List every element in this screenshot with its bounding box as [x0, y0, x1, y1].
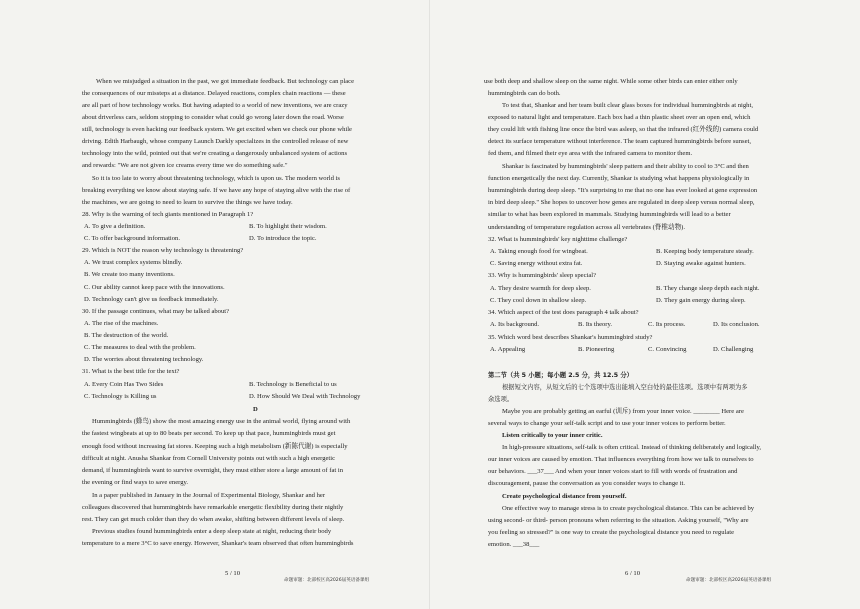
passage-line: hummingbirds during deep sleep. "It's surprising to me that no one has ever looked at gene expression	[488, 187, 758, 194]
passage-line: rest. They can get much colder than they do when awake, shifting between different levels of sleep.	[82, 516, 345, 523]
q35-option-d: D. Challenging	[713, 346, 754, 353]
passage-line: demand, if hummingbirds want to survive overnight, they must either store a large amount of fat in	[82, 467, 344, 474]
passage-line: still, technology is even hacking our feedback system. We get excited when we check our phone while	[82, 126, 352, 133]
q33-option-b: B. They change sleep depth each night.	[656, 285, 760, 292]
subheading: Create psychological distance from yourself.	[502, 493, 627, 500]
section-instruction: 根据短文内容，从短文后的七个选项中选出能填入空白处的最佳选项。选项中有两项为多	[502, 384, 748, 391]
passage-line: our inner voices are caused by emotion. That influences everything from how we talk to ourselves to	[488, 456, 754, 463]
passage-line: Previous studies found hummingbirds enter a deep sleep state at night, reducing their body	[92, 528, 332, 535]
q33-option-c: C. They cool down in shallow sleep.	[490, 297, 587, 304]
q34-option-b: B. Its theory.	[578, 321, 613, 328]
section-heading: 第二节（共 5 小题；每小题 2.5 分，共 12.5 分）	[488, 372, 633, 379]
passage-line: fed them, and filmed their eye area with the infrared camera to monitor them.	[488, 150, 693, 157]
subheading: Listen critically to your inner critic.	[502, 432, 603, 439]
q29-option-d: D. Technology can't give us feedback immediately.	[84, 296, 219, 303]
question-29: 29. Which is NOT the reason why technology is threatening?	[82, 247, 244, 254]
passage-line: enough food without increasing fat stores. Keeping such a high metabolism (新陈代谢) is especially	[82, 443, 348, 450]
q35-option-c: C. Convincing	[648, 346, 687, 353]
right-page	[430, 0, 860, 609]
passage-line: understanding of temperature regulation across all vertebrates (脊椎动物).	[488, 224, 686, 231]
q28-option-d: D. To introduce the topic.	[249, 235, 317, 242]
q29-option-a: A. We trust complex systems blindly.	[84, 259, 183, 266]
passage-line: the machines, we are going to need to learn to survive the things we have today.	[82, 199, 293, 206]
passage-line: discouragement, pause the conversation as you consider ways to change it.	[488, 480, 686, 487]
passage-line: about driverless cars, seldom stopping to consider what could go wrong later down the road. Worse	[82, 114, 344, 121]
passage-line: they could lift with fishing line once the bird was asleep, so that the infrared (红外线的) camera could	[488, 126, 759, 133]
passage-line: When we misjudged a situation in the past, we got immediate feedback. But technology can place	[96, 78, 354, 85]
q30-option-b: B. The destruction of the world.	[84, 332, 169, 339]
passage-line: and rewards: "We are not given ice creams every time we do something safe."	[82, 162, 288, 169]
passage-line: So it is too late to worry about threatening technology, which is upon us. The modern world is	[92, 175, 340, 182]
passage-line: several ways to change your self-talk script and to use your inner voices to perform better.	[488, 420, 726, 427]
q28-option-c: C. To offer background information.	[84, 235, 180, 242]
passage-line: use both deep and shallow sleep on the same night. While some other birds can enter either only	[484, 78, 738, 85]
q34-option-d: D. Its conclusion.	[713, 321, 760, 328]
q29-option-c: C. Our ability cannot keep pace with the innovations.	[84, 284, 225, 291]
passage-line: driving. Edith Harbaugh, whose company Launch Darkly specializes in the controlled release of new	[82, 138, 349, 145]
question-31: 31. What is the best title for the text?	[82, 368, 180, 375]
q34-option-a: A. Its background.	[490, 321, 540, 328]
q32-option-d: D. Staying awake against hunters.	[656, 260, 746, 267]
q31-option-d: D. How Should We Deal with Technology	[249, 393, 361, 400]
q29-option-b: B. We create too many inventions.	[84, 271, 175, 278]
question-30: 30. If the passage continues, what may be talked about?	[82, 308, 230, 315]
passage-line: Maybe you are probably getting an earful (训斥) from your inner voice. ________ Here are	[502, 408, 744, 415]
q32-option-b: B. Keeping body temperature steady.	[656, 248, 754, 255]
q35-option-b: B. Pioneering	[578, 346, 615, 353]
question-32: 32. What is hummingbirds' key nighttime challenge?	[488, 236, 628, 243]
passage-line: In high-pressure situations, self-talk is often critical. Instead of thinking deliberately and logically,	[502, 444, 762, 451]
passage-line: the consequences of our missteps at a distance. Delayed reactions, complex chain reactions — these	[82, 90, 346, 97]
page-footer: 命题审题：北部校区高2026届英语备课组	[284, 578, 370, 583]
q31-option-a: A. Every Coin Has Two Sides	[84, 381, 164, 388]
passage-line: One effective way to manage stress is to create psychological distance. This can be achieved by	[502, 505, 755, 512]
q31-option-b: B. Technology is Beneficial to us	[249, 381, 337, 388]
q34-option-c: C. Its process.	[648, 321, 686, 328]
passage-line: the evening or find ways to save energy.	[82, 479, 189, 486]
passage-line: in bird deep sleep." She hopes to uncover how genes are regulated in deep sleep versus normal sleep,	[488, 199, 755, 206]
passage-line: difficult at night. Anusha Shankar from Cornell University points out with such a high energetic	[82, 455, 336, 462]
question-33: 33. Why is hummingbirds' sleep special?	[488, 272, 597, 279]
passage-line: Hummingbirds (蜂鸟) show the most amazing energy use in the animal world, flying around with	[92, 418, 351, 425]
q30-option-d: D. The worries about threatening technology.	[84, 356, 204, 363]
passage-line: detect its surface temperature without interference. The team captured hummingbirds before sunset,	[488, 138, 751, 145]
passage-line: breaking everything we know about staying safe. If we have any hope of staying alive with the rise of	[82, 187, 351, 194]
passage-line: In a paper published in January in the Journal of Experimental Biology, Shankar and her	[92, 492, 326, 499]
passage-line: hummingbirds can do both.	[488, 90, 561, 97]
q30-option-a: A. The rise of the machines.	[84, 320, 159, 327]
q33-option-d: D. They gain energy during sleep.	[656, 297, 746, 304]
passage-line: technology into the wild, pointed out that we're creating a dangerously unbalanced system of actions	[82, 150, 348, 157]
passage-line: exposed to natural light and temperature. Each box had a thin plastic sheet over an open end, which	[488, 114, 751, 121]
passage-line: To test that, Shankar and her team built clear glass boxes for individual hummingbirds at night,	[502, 102, 753, 109]
passage-line: similar to what has been explored in mammals. Studying hummingbirds will lead to a better	[488, 211, 731, 218]
page-footer: 命题审题：北部校区高2026届英语备课组	[686, 578, 772, 583]
q28-option-a: A. To give a definition.	[84, 223, 146, 230]
page-number: 5 / 10	[225, 570, 241, 577]
q32-option-c: C. Saving energy without extra fat.	[490, 260, 583, 267]
passage-line: emotion. ___38___	[488, 541, 540, 548]
q28-option-b: B. To highlight their wisdom.	[249, 223, 327, 230]
passage-line: colleagues discovered that hummingbirds have remarkable energetic flexibility during their nightly	[82, 504, 344, 511]
q35-option-a: A. Appealing	[490, 346, 526, 353]
passage-line: the fastest wingbeats at up to 80 beats per second. To keep up that pace, hummingbirds must get	[82, 430, 336, 437]
q32-option-a: A. Taking enough food for wingbeat.	[490, 248, 588, 255]
passage-line: function energetically the next day. Currently, Shankar is studying what happens physiologically in	[488, 175, 750, 182]
passage-line: using second- or third- person pronouns when referring to the situation. Asking yourself, "Why are	[488, 517, 749, 524]
passage-line: Shankar is fascinated by hummingbirds' sleep pattern and their ability to cool to 3°C and then	[502, 163, 749, 170]
passage-line: are all part of how technology works. But having adapted to a world of new inventions, we are crazy	[82, 102, 348, 109]
passage-d-heading: D	[253, 406, 258, 413]
question-35: 35. Which word best describes Shankar's hummingbird study?	[488, 334, 653, 341]
q31-option-c: C. Technology is Killing us	[84, 393, 157, 400]
question-34: 34. Which aspect of the test does paragraph 4 talk about?	[488, 309, 639, 316]
page-number: 6 / 10	[625, 570, 641, 577]
passage-line: temperature to a mere 3°C to save energy. However, Shankar's team observed that often hummingbirds	[82, 540, 354, 547]
q30-option-c: C. The measures to deal with the problem.	[84, 344, 196, 351]
passage-line: you feeling so stressed?" is one way to create the psychological distance you need to regulate	[488, 529, 735, 536]
q33-option-a: A. They desire warmth for deep sleep.	[490, 285, 591, 292]
passage-line: our behaviors. ___37___ And when your inner voices start to fill with words of frustration and	[488, 468, 738, 475]
section-instruction: 余选项。	[488, 396, 514, 403]
question-28: 28. Why is the warning of tech giants mentioned in Paragraph 1?	[82, 211, 254, 218]
